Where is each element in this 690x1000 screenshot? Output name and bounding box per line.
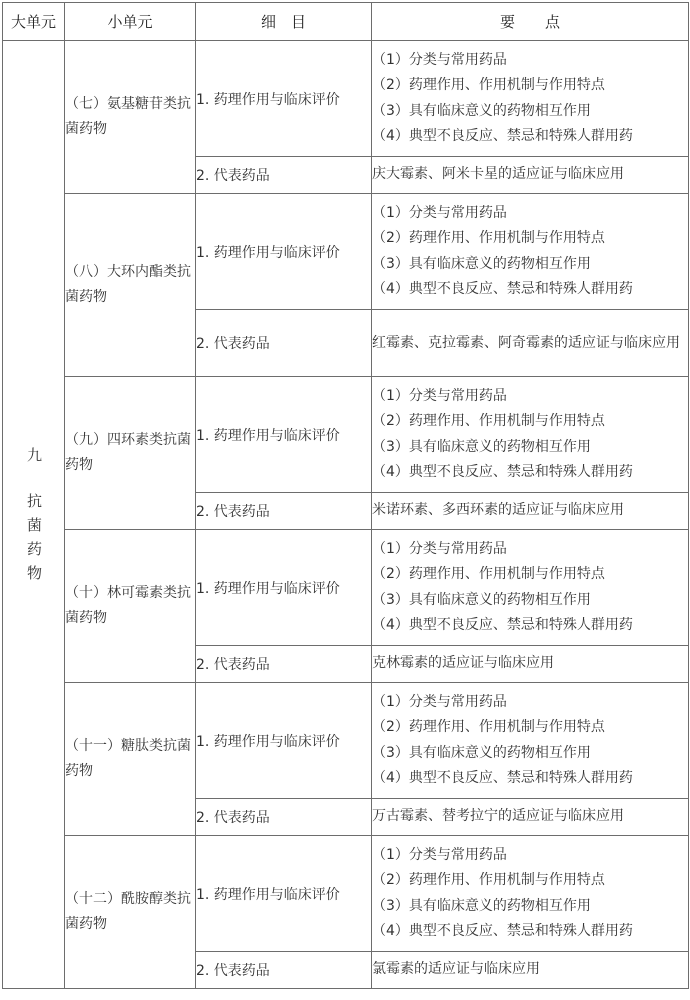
points-cell	[372, 377, 689, 493]
big-unit-name-char: 物	[27, 564, 43, 582]
point-item: （1）分类与常用药品	[372, 204, 507, 221]
points-cell	[372, 41, 689, 157]
point-item: （2）药理作用、作用机制与作用特点	[372, 719, 605, 735]
point-item: （4）典型不良反应、禁忌和特殊人群用药	[372, 128, 633, 144]
point-item: （3）具有临床意义的药物相互作用	[372, 744, 591, 761]
point-item: （2）药理作用、作用机制与作用特点	[372, 566, 605, 582]
big-unit-name-char: 菌	[27, 516, 43, 534]
header-detail: 细 目	[196, 3, 372, 41]
point-item: （1）分类与常用药品	[372, 693, 507, 710]
big-unit-cell	[3, 41, 65, 989]
small-unit-cell: （九）四环素类抗菌药物	[65, 377, 196, 530]
points-cell: 克林霉素的适应证与临床应用	[372, 646, 689, 683]
point-item: （1）分类与常用药品	[372, 387, 507, 404]
point-item: （3）具有临床意义的药物相互作用	[372, 255, 591, 272]
point-item: （3）具有临床意义的药物相互作用	[372, 102, 591, 119]
points-cell: 庆大霉素、阿米卡星的适应证与临床应用	[372, 157, 689, 194]
point-item: （2）药理作用、作用机制与作用特点	[372, 872, 605, 888]
table-row	[3, 530, 689, 646]
header-row	[3, 3, 689, 41]
small-unit-cell: （十一）糖肽类抗菌药物	[65, 683, 196, 836]
point-item: （3）具有临床意义的药物相互作用	[372, 591, 591, 608]
point-item: （1）分类与常用药品	[372, 51, 507, 68]
point-item: （2）药理作用、作用机制与作用特点	[372, 413, 605, 429]
points-cell	[372, 683, 689, 799]
points-cell: 氯霉素的适应证与临床应用	[372, 952, 689, 989]
detail-cell: 1. 药理作用与临床评价	[196, 683, 372, 799]
detail-cell: 1. 药理作用与临床评价	[196, 194, 372, 310]
points-cell: 红霉素、克拉霉素、阿奇霉素的适应证与临床应用	[372, 310, 689, 377]
detail-cell: 2. 代表药品	[196, 157, 372, 194]
small-unit-cell: （七）氨基糖苷类抗菌药物	[65, 41, 196, 194]
point-item: （3）具有临床意义的药物相互作用	[372, 897, 591, 914]
syllabus-table	[2, 2, 689, 989]
big-unit-number: 九	[27, 446, 43, 464]
table-row	[3, 683, 689, 799]
table-row	[3, 41, 689, 157]
point-item: （2）药理作用、作用机制与作用特点	[372, 230, 605, 246]
detail-cell: 2. 代表药品	[196, 799, 372, 836]
table-row	[3, 194, 689, 310]
point-item: （3）具有临床意义的药物相互作用	[372, 438, 591, 455]
table-row	[3, 377, 689, 493]
header-points: 要 点	[372, 3, 689, 41]
detail-cell: 1. 药理作用与临床评价	[196, 530, 372, 646]
small-unit-cell: （十）林可霉素类抗菌药物	[65, 530, 196, 683]
points-cell	[372, 194, 689, 310]
small-unit-cell: （十二）酰胺醇类抗菌药物	[65, 836, 196, 989]
detail-cell: 2. 代表药品	[196, 310, 372, 377]
point-item: （2）药理作用、作用机制与作用特点	[372, 77, 605, 93]
table-row	[3, 836, 689, 952]
header-big-unit: 大单元	[3, 3, 65, 41]
point-item: （1）分类与常用药品	[372, 846, 507, 863]
point-item: （4）典型不良反应、禁忌和特殊人群用药	[372, 923, 633, 939]
point-item: （1）分类与常用药品	[372, 540, 507, 557]
small-unit-cell: （八）大环内酯类抗菌药物	[65, 194, 196, 377]
point-item: （4）典型不良反应、禁忌和特殊人群用药	[372, 464, 633, 480]
point-item: （4）典型不良反应、禁忌和特殊人群用药	[372, 617, 633, 633]
point-item: （4）典型不良反应、禁忌和特殊人群用药	[372, 281, 633, 297]
points-cell: 米诺环素、多西环素的适应证与临床应用	[372, 493, 689, 530]
big-unit-name-char: 抗	[27, 492, 43, 510]
detail-cell: 2. 代表药品	[196, 646, 372, 683]
header-small-unit: 小单元	[65, 3, 196, 41]
big-unit-name-char: 药	[27, 540, 43, 558]
detail-cell: 2. 代表药品	[196, 952, 372, 989]
detail-cell: 1. 药理作用与临床评价	[196, 377, 372, 493]
points-cell	[372, 530, 689, 646]
detail-cell: 1. 药理作用与临床评价	[196, 836, 372, 952]
points-cell	[372, 836, 689, 952]
point-item: （4）典型不良反应、禁忌和特殊人群用药	[372, 770, 633, 786]
detail-cell: 2. 代表药品	[196, 493, 372, 530]
points-cell: 万古霉素、替考拉宁的适应证与临床应用	[372, 799, 689, 836]
detail-cell: 1. 药理作用与临床评价	[196, 41, 372, 157]
